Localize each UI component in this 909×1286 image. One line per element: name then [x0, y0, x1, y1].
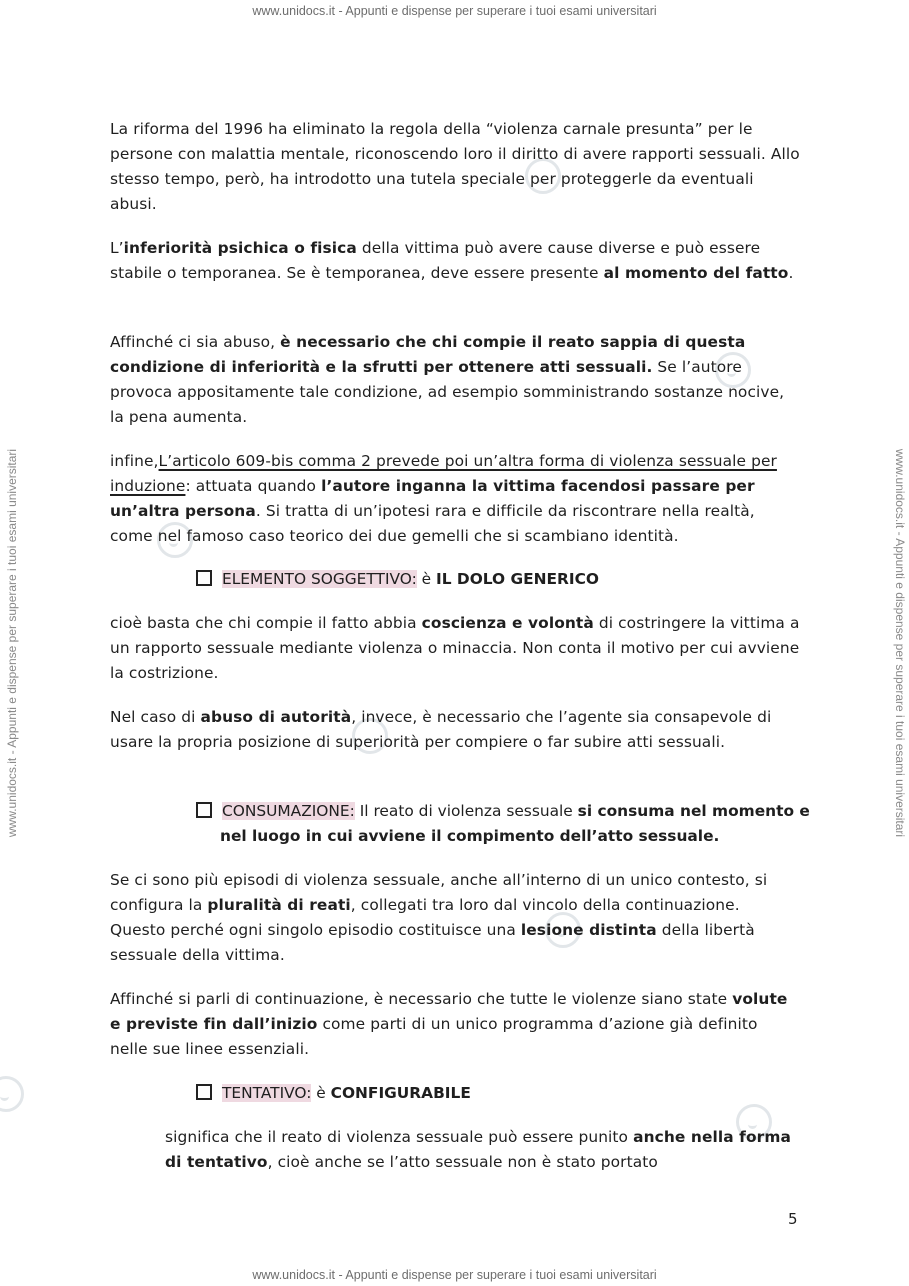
item-label: ELEMENTO SOGGETTIVO:: [222, 570, 417, 588]
item-label: CONSUMAZIONE:: [222, 802, 355, 820]
paragraph-abuso-autorita: Nel caso di abuso di autorità, invece, è necessario che l’agente sia consapevole di usare la propria posizione di superiorità per compiere o far subire atti sessuali.: [110, 708, 772, 751]
paragraph-continuazione: Affinché si parli di continuazione, è necessario che tutte le violenze siano state volute e previste fin dall’inizio come parti di un unico programma d’azione già definito nelle sue linee essenziali.: [110, 990, 788, 1058]
item-label: TENTATIVO:: [222, 1084, 312, 1102]
checkbox-icon: [196, 570, 212, 586]
paragraph-pluralita-reati: Se ci sono più episodi di violenza sessuale, anche all’interno di un unico contesto, si configura la pluralità di reati, collegati tra loro dal vincolo della continuazione. Questo perché ogni singolo episodio costituisce una lesione distinta della libertà sessuale della vittima.: [110, 871, 768, 964]
page-header-watermark: www.unidocs.it - Appunti e dispense per superare i tuoi esami universitari: [252, 4, 657, 18]
paragraph-tentativo: significa che il reato di violenza sessuale può essere punito anche nella forma di tentativo, cioè anche se l’atto sessuale non è stato portato: [165, 1128, 791, 1171]
side-watermark-left: www.unidocs.it - Appunti e dispense per superare i tuoi esami universitari: [5, 448, 19, 838]
paragraph-articolo-609bis: infine,L’articolo 609-bis comma 2 prevede poi un’altra forma di violenza sessuale per induzione: attuata quando l’autore inganna la vittima facendosi passare per un’altra persona. Si tratta di un’ipotesi rara e difficile da riscontrare nella realtà, come nel famoso caso teorico dei due gemelli che si scambiano identità.: [110, 452, 777, 545]
page-number: 5: [788, 1210, 798, 1228]
checkbox-icon: [196, 1084, 212, 1100]
watermark-logo-icon: [0, 1076, 24, 1112]
paragraph-abuso: Affinché ci sia abuso, è necessario che chi compie il reato sappia di questa condizione di inferiorità e la sfrutti per ottenere atti sessuali. Se l’autore provoca appositamente tale condizione, ad esempio somministrando sostanze nocive, la pena aumenta.: [110, 333, 785, 426]
checkbox-icon: [196, 802, 212, 818]
checklist-item-elemento-soggettivo: ELEMENTO SOGGETTIVO: è IL DOLO GENERICO: [196, 567, 599, 592]
paragraph-dolo: cioè basta che chi compie il fatto abbia coscienza e volontà di costringere la vittima a un rapporto sessuale mediante violenza o minaccia. Non conta il motivo per cui avviene la costrizione.: [110, 614, 800, 682]
page-footer-watermark: www.unidocs.it - Appunti e dispense per superare i tuoi esami universitari: [252, 1268, 657, 1282]
paragraph-riforma-1996: La riforma del 1996 ha eliminato la regola della “violenza carnale presunta” per le persone con malattia mentale, riconoscendo loro il diritto di avere rapporti sessuali. Allo stesso tempo, però, ha introdotto una tutela speciale per proteggerle da eventuali abusi.: [110, 120, 800, 213]
checklist-item-consumazione: CONSUMAZIONE: Il reato di violenza sessuale si consuma nel momento e nel luogo in cui avviene il compimento dell’atto sessuale.: [196, 799, 830, 849]
side-watermark-right: www.unidocs.it - Appunti e dispense per superare i tuoi esami universitari: [893, 448, 907, 838]
paragraph-inferiorita: L’inferiorità psichica o fisica della vittima può avere cause diverse e può essere stabile o temporanea. Se è temporanea, deve essere presente al momento del fatto.: [110, 239, 794, 282]
checklist-item-tentativo: TENTATIVO: è CONFIGURABILE: [196, 1081, 471, 1106]
